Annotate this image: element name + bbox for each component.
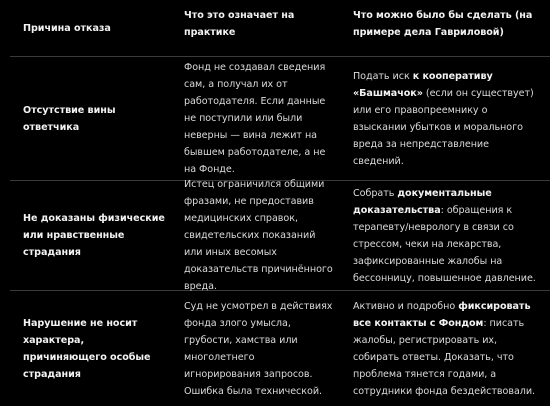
action-text: Собрать xyxy=(353,187,398,199)
action-emphasis: к кооперативу «Башмачок» xyxy=(353,70,493,99)
action-text: Подать иск xyxy=(353,70,413,82)
header-action: Что можно было бы сделать (на примере дела Гавриловой) xyxy=(353,10,533,38)
row-meaning: Суд не усмотрел в действиях фонда злого умысла, грубости, хамства или многолетнего игнорирования запросов. Ошибка была технической. xyxy=(184,300,333,397)
row-action xyxy=(339,57,550,180)
table-header-row xyxy=(10,0,550,57)
header-reason: Причина отказа xyxy=(23,22,111,34)
table-row xyxy=(10,181,550,291)
row-action xyxy=(339,291,550,406)
action-text: Активно и подробно xyxy=(353,300,459,312)
row-meaning: Истец ограничился общими фразами, не предоставив медицинских справок, свидетельских показаний или иных весомых доказательств причинённого вреда. xyxy=(184,179,333,292)
action-text: : писать жалобы, регистрировать их, собирать ответы. Доказать, что проблема тянется годами, а сотрудники фонда бездействовали. xyxy=(353,317,536,397)
action-text: (если он существует) или его правопреемнику о взыскании убытков и морального вреда за непредставление сведений. xyxy=(353,87,534,167)
table-row xyxy=(10,291,550,406)
row-reason: Нарушение не носит характера, причиняющего особые страдания xyxy=(23,317,151,380)
action-emphasis: документальные доказательства xyxy=(353,187,492,216)
action-text: : обращения к терапевту/неврологу в связи со стрессом, чеки на лекарства, зафиксированные жалобы на бессонницу, повышенное давление. xyxy=(353,204,536,284)
action-emphasis: фиксировать все контакты с Фондом xyxy=(353,300,531,329)
row-reason: Отсутствие вины ответчика xyxy=(23,104,116,133)
header-meaning: Что это означает на практике xyxy=(184,10,295,38)
row-action xyxy=(339,181,550,290)
row-meaning: Фонд не создавал сведения сам, а получал их от работодателя. Если данные не поступили или были неверны — вина лежит на бывшем работодателе, а не на Фонде. xyxy=(184,62,326,175)
row-reason: Не доказаны физические или нравственные страдания xyxy=(23,213,165,258)
table-row xyxy=(10,57,550,181)
